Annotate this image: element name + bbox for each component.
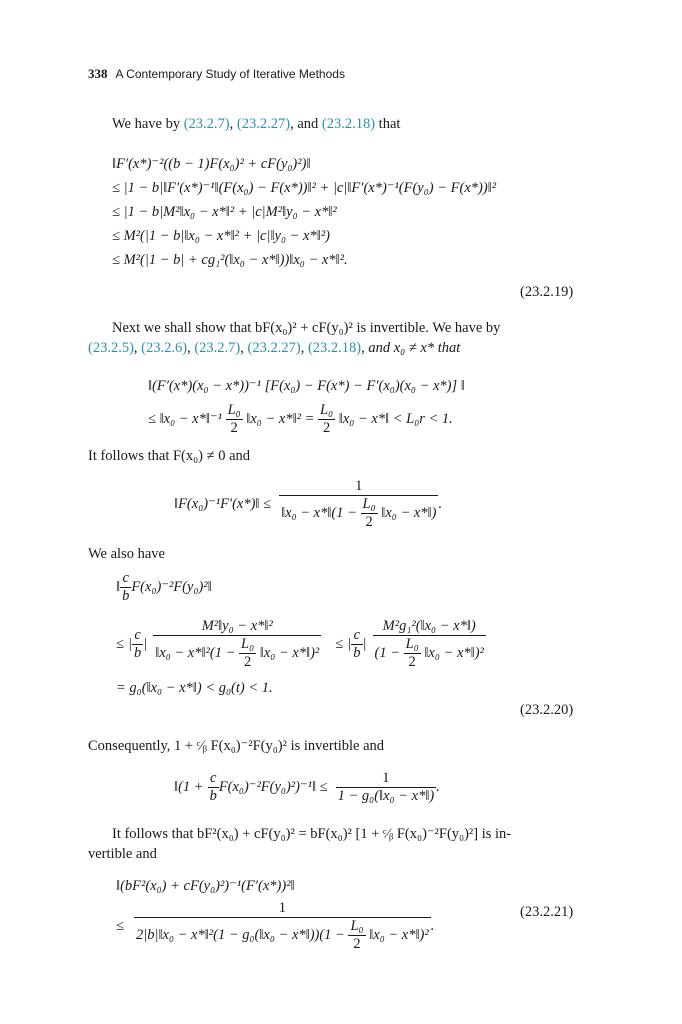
denominator: b [133, 645, 142, 661]
text: ≤ [116, 636, 124, 652]
fraction [351, 627, 362, 662]
denominator [134, 918, 431, 953]
fraction [120, 570, 131, 605]
text: 1 [355, 478, 363, 494]
text: , [187, 340, 195, 356]
paragraph-2-line1: Next we shall show that bF(x₀)² + cF(y₀)² is invertible. We have by [112, 320, 501, 336]
text: ‖x₀ − x*‖²(1 − [155, 644, 236, 661]
equation-line: ‖(bF²(x₀) + cF(y₀)²)⁻¹(F′(x*))²‖ [116, 878, 295, 894]
numerator: L₀ [362, 496, 376, 512]
fraction [318, 402, 335, 437]
numerator: c [208, 770, 219, 788]
ref-23-2-6[interactable]: (23.2.6) [141, 340, 188, 356]
paragraph-4: We also have [88, 546, 165, 562]
numerator: M²‖y₀ − x*‖² [153, 618, 321, 636]
paragraph-5: Consequently, 1 + ᶜ⁄ᵦ F(x₀)⁻²F(y₀)² is invertible and [88, 738, 385, 754]
text: We have by [112, 116, 184, 132]
page-number: 338 [88, 66, 108, 81]
equation-number: (23.2.19) [520, 284, 574, 300]
ref-23-2-27[interactable]: (23.2.27) [247, 340, 301, 356]
text: | [347, 636, 352, 652]
text: | [362, 636, 367, 652]
text: ≤ ‖x₀ − x*‖⁻¹ [148, 410, 222, 427]
text: | [127, 636, 132, 652]
text: (1 − [374, 644, 400, 661]
fraction [226, 402, 243, 437]
equation-number: (23.2.20) [520, 702, 574, 718]
text: , [133, 340, 142, 356]
equation-line [116, 618, 486, 671]
numerator: L₀ [405, 636, 419, 652]
numerator: c [132, 627, 143, 645]
text: ‖(1 + [174, 779, 204, 795]
fraction [361, 496, 378, 531]
equation-line: ≤ |1 − b|‖F′(x*)⁻¹‖(F(x₀) − F(x*))‖² + |c|‖F′(x*)⁻¹(F(y₀) − F(x*))‖² [112, 180, 497, 196]
text: , [300, 340, 308, 356]
equation-line: = g₀(‖x₀ − x*‖) < g₀(t) < 1. [116, 680, 273, 696]
equation-line: ≤ M²(|1 − b|‖x₀ − x*‖² + |c|‖y₀ − x*‖²) [112, 228, 330, 244]
equation-line: ≤ |1 − b|M²‖x₀ − x*‖² + |c|M²‖y₀ − x*‖² [112, 204, 337, 220]
denominator [279, 496, 438, 531]
running-title: A Contemporary Study of Iterative Methods [115, 67, 345, 81]
fraction [279, 478, 438, 531]
fraction [239, 636, 256, 671]
text: ‖x₀ − x*‖)² [259, 644, 320, 661]
ref-23-2-27[interactable]: (23.2.27) [236, 116, 291, 132]
fraction [348, 918, 365, 953]
equation-line: ‖F′(x*)⁻²((b − 1)F(x₀)² + cF(y₀)²)‖ [112, 156, 311, 172]
paragraph-1 [112, 116, 400, 133]
fraction [336, 770, 437, 805]
text: , [240, 340, 248, 356]
ref-23-2-18[interactable]: (23.2.18) [307, 340, 362, 356]
numerator: L₀ [227, 402, 241, 418]
ref-23-2-18[interactable]: (23.2.18) [321, 116, 376, 132]
equation-line [116, 900, 434, 953]
text: , and x₀ ≠ x* that [361, 340, 461, 356]
text: . [438, 496, 443, 512]
text: ‖x₀ − x*‖ < L₀r < 1. [338, 410, 453, 427]
text: , and [290, 116, 322, 132]
text: F(x₀)⁻²F(y₀)²)⁻¹‖ ≤ [218, 779, 328, 795]
numerator: 1 [134, 900, 431, 918]
denominator: 2 [322, 420, 331, 436]
text: ≤ [335, 636, 344, 652]
denominator: 2 [408, 654, 416, 670]
denominator: 2 [243, 654, 252, 670]
fraction [208, 770, 219, 805]
ref-23-2-7[interactable]: (23.2.7) [183, 116, 230, 132]
text: ≤ [116, 918, 124, 934]
denominator: 1 − g₀(‖x₀ − x*‖) [337, 788, 435, 804]
numerator: L₀ [350, 918, 364, 934]
text: ‖x₀ − x*‖² = [246, 410, 315, 427]
denominator [153, 636, 321, 671]
text: 2|b|‖x₀ − x*‖²(1 − g₀(‖x₀ − x*‖))(1 − [135, 926, 345, 943]
text: | [143, 636, 148, 652]
text: ‖x₀ − x*‖)² [424, 644, 484, 661]
fraction [373, 618, 486, 671]
denominator [373, 636, 486, 671]
paragraph-6-line2: vertible and [88, 846, 157, 862]
text: ‖x₀ − x*‖) [381, 504, 437, 521]
denominator: b [122, 588, 130, 604]
text: ‖F(x₀)⁻¹F′(x*)‖ ≤ [174, 496, 272, 512]
numerator: c [351, 627, 362, 645]
text: ‖x₀ − x*‖)² [369, 926, 429, 943]
denominator: 2 [365, 514, 373, 530]
equation-line [148, 402, 453, 437]
ref-23-2-5[interactable]: (23.2.5) [88, 340, 134, 356]
page-header [88, 66, 345, 83]
numerator: M²g₁²(‖x₀ − x*‖) [373, 618, 486, 636]
numerator: L₀ [241, 636, 255, 652]
denominator: 2 [353, 936, 361, 952]
fraction [153, 618, 321, 671]
paragraph-6-line1: It follows that bF²(x₀) + cF(y₀)² = bF(x₀)² [1 + ᶜ⁄ᵦ F(x₀)⁻²F(y₀)²] is in- [112, 826, 512, 842]
equation-number: (23.2.21) [520, 904, 574, 920]
denominator: 2 [230, 420, 238, 436]
equation-line: ≤ M²(|1 − b| + cg₁²(‖x₀ − x*‖))‖x₀ − x*‖². [112, 252, 348, 268]
text: , [229, 116, 237, 132]
equation-line: ‖(F′(x*)(x₀ − x*))⁻¹ [F(x₀) − F(x*) − F′(x₀)(x₀ − x*)] ‖ [148, 378, 465, 394]
text: F(x₀)⁻²F(y₀)²‖ [131, 579, 212, 595]
paragraph-2-line2 [88, 340, 460, 357]
text: . [436, 779, 440, 795]
numerator [279, 478, 438, 496]
denominator: b [353, 645, 361, 661]
paragraph-3: It follows that F(x₀) ≠ 0 and [88, 448, 251, 464]
ref-23-2-7[interactable]: (23.2.7) [194, 340, 241, 356]
fraction [132, 627, 143, 662]
numerator: L₀ [320, 402, 334, 418]
fraction [404, 636, 421, 671]
text: ‖ [116, 579, 121, 595]
fraction [134, 900, 431, 953]
denominator: b [209, 788, 217, 804]
numerator: 1 [336, 770, 437, 788]
numerator: c [120, 570, 131, 588]
text: . [430, 918, 435, 934]
text: ‖x₀ − x*‖(1 − [281, 504, 357, 521]
text: that [375, 116, 401, 132]
equation-line [116, 570, 212, 605]
equation-line [174, 770, 440, 805]
equation-line [174, 478, 442, 531]
